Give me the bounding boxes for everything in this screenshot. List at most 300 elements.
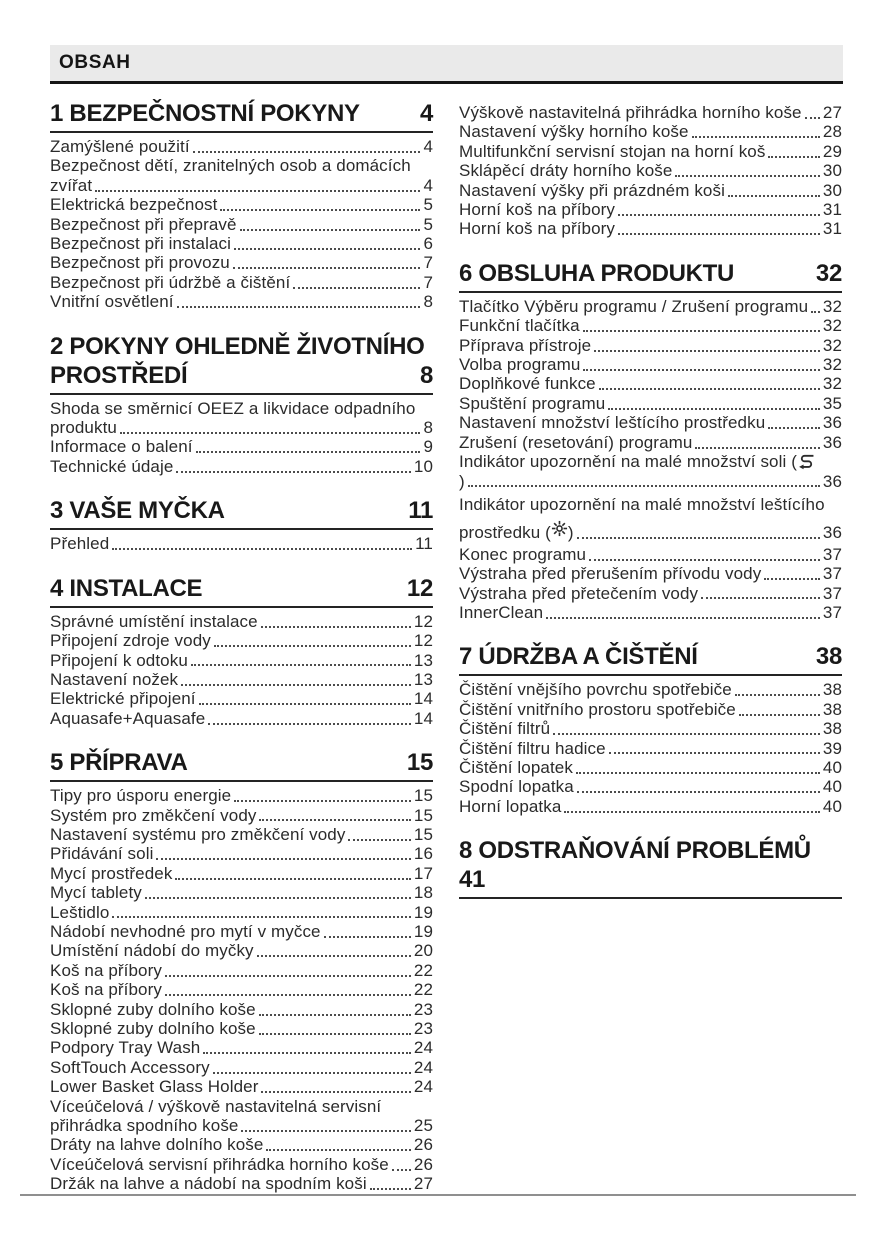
- section-heading-line: [50, 748, 433, 777]
- toc-entry-page-number: 26: [413, 1135, 433, 1155]
- toc-entry-line: [459, 603, 842, 622]
- toc-entry-text: Držák na lahve a nádobí na spodním koši: [50, 1174, 367, 1194]
- toc-entry-line: [459, 433, 842, 452]
- toc-entry-text: zvířat: [50, 175, 93, 195]
- section-title: 1 BEZPEČNOSTNÍ POKYNY: [50, 100, 360, 127]
- toc-entry: [459, 413, 842, 432]
- toc-entry-page-number: 32: [822, 296, 842, 316]
- toc-entry-text: Výškově nastavitelná přihrádka horního koše: [459, 103, 802, 122]
- toc-entry-text: Čištění lopatek: [459, 757, 573, 777]
- toc-entry: [459, 564, 842, 583]
- toc-entry-line: [50, 1000, 433, 1019]
- toc-entry-line: [50, 922, 433, 941]
- toc-entry-page-number: 4: [423, 175, 433, 195]
- section-title: PROSTŘEDÍ: [50, 361, 188, 389]
- toc-entry-page-number: 22: [413, 980, 433, 1000]
- toc-entry-text: Připojení zdroje vody: [50, 631, 211, 651]
- section-title: 3 VAŠE MYČKA: [50, 497, 225, 525]
- section-heading-line: [50, 361, 433, 390]
- toc-entry: [50, 1174, 433, 1193]
- section-heading: [459, 642, 842, 671]
- dot-leader: [196, 451, 421, 453]
- toc-section: [459, 836, 842, 899]
- toc-entry-text: Spodní lopatka: [459, 777, 574, 797]
- dot-leader: [392, 1169, 411, 1171]
- toc-entry-line: [459, 355, 842, 374]
- toc-entry: [50, 156, 433, 195]
- toc-entry-page-number: 12: [413, 611, 433, 631]
- dot-leader: [214, 645, 411, 647]
- toc-entry-line: [50, 961, 433, 980]
- toc-entry-page-number: 5: [423, 195, 433, 215]
- toc-entry-page-number: 37: [822, 583, 842, 603]
- dot-leader: [257, 955, 411, 957]
- toc-entry: [50, 1135, 433, 1154]
- toc-entry: [459, 142, 842, 161]
- toc-entry-text: Čištění vnějšího povrchu spotřebiče: [459, 680, 732, 700]
- toc-entry-text: Sklápěcí dráty horního koše: [459, 161, 673, 181]
- toc-entry-page-number: 13: [413, 650, 433, 670]
- section-title: 6 OBSLUHA PRODUKTU: [459, 259, 735, 287]
- toc-entry-text: Výstraha před přetečením vody: [459, 583, 699, 603]
- dot-leader: [259, 819, 410, 821]
- toc-entry-text: Podpory Tray Wash: [50, 1038, 201, 1058]
- toc-entry-text: Sklopné zuby dolního koše: [50, 1019, 256, 1038]
- toc-entry-line: [50, 689, 433, 708]
- toc-entry-text: Dráty na lahve dolního koše: [50, 1135, 264, 1155]
- toc-entry-text: Umístění nádobí do myčky: [50, 941, 254, 961]
- toc-entry-text: přihrádka spodního koše: [50, 1116, 239, 1136]
- toc-entry-text: Nastavení množství leštícího prostředku: [459, 413, 766, 433]
- toc-entry-line: [50, 176, 433, 195]
- toc-entry-text: Elektrické připojení: [50, 689, 196, 709]
- toc-entry: [459, 122, 842, 141]
- toc-entry-line: [459, 297, 842, 316]
- toc-entry-text: Sklopné zuby dolního koše: [50, 999, 256, 1019]
- toc-entry-page-number: 40: [822, 796, 842, 816]
- rinse-aid-low-indicator-icon: [551, 520, 568, 537]
- toc-entry-page-number: 32: [822, 355, 842, 375]
- toc-entry-page-number: 14: [413, 708, 433, 728]
- toc-entry-text: Zamýšlené použití: [50, 137, 190, 156]
- section-title: 8 ODSTRAŇOVÁNÍ PROBLÉMŮ: [459, 837, 811, 865]
- toc-entry: [459, 355, 842, 374]
- toc-entry-text: Bezpečnost dětí, zranitelných osob a domácích: [50, 156, 411, 176]
- dot-leader: [324, 936, 411, 938]
- toc-entry-line: [459, 739, 842, 758]
- toc-entry-line: [459, 374, 842, 393]
- toc-entry-page-number: 7: [423, 272, 433, 292]
- toc-entry-page-number: 15: [413, 805, 433, 825]
- toc-entry-text: Horní lopatka: [459, 796, 562, 816]
- section-title: 5 PŘÍPRAVA: [50, 749, 188, 777]
- section-heading: [50, 496, 433, 525]
- toc-entry-text: Multifunkční servisní stojan na horní koš: [459, 141, 766, 161]
- toc-entry-line: [459, 797, 842, 816]
- toc-entry-line: [50, 825, 433, 844]
- section-page-number: 11: [408, 497, 433, 525]
- dot-leader: [234, 248, 420, 250]
- dot-leader: [768, 427, 820, 429]
- section-page-number: 38: [815, 643, 842, 671]
- toc-entry-page-number: 17: [413, 863, 433, 883]
- section-page-number: 4: [419, 100, 433, 127]
- toc-entry-page-number: 16: [413, 844, 433, 864]
- section-heading: [459, 836, 842, 894]
- toc-entry-line: [50, 253, 433, 272]
- toc-entry-line: [50, 612, 433, 631]
- toc-entry-line: [50, 534, 433, 553]
- section-page-number: 15: [406, 749, 433, 777]
- toc-entry-line: [50, 651, 433, 670]
- dot-leader: [735, 694, 820, 696]
- dot-leader: [618, 233, 820, 235]
- toc-entry: [459, 161, 842, 180]
- toc-entry-page-number: 24: [413, 1038, 433, 1058]
- toc-entry-line: [50, 941, 433, 960]
- toc-entry-line: [50, 1116, 433, 1135]
- toc-entry: [459, 758, 842, 777]
- toc-entry: [459, 452, 842, 491]
- toc-entry: [50, 195, 433, 214]
- toc-entry-page-number: 28: [822, 122, 842, 142]
- toc-entry-page-number: 37: [822, 564, 842, 584]
- dot-leader: [695, 447, 819, 449]
- toc-entry-page-number: 24: [413, 1057, 433, 1077]
- toc-entry-line: [50, 195, 433, 214]
- toc-entry-text: Doplňkové funkce: [459, 374, 596, 394]
- toc-entry: [50, 980, 433, 999]
- dot-leader: [618, 214, 820, 216]
- toc-section: [50, 99, 433, 312]
- toc-entry: [459, 433, 842, 452]
- toc-entry-page-number: 30: [822, 180, 842, 200]
- toc-entry-text: InnerClean: [459, 602, 544, 622]
- section-page-number: 32: [815, 259, 842, 287]
- section-heading: [459, 259, 842, 288]
- toc-entry-text: Leštidlo: [50, 902, 110, 922]
- toc-entry-page-number: 22: [413, 960, 433, 980]
- toc-entry: [50, 922, 433, 941]
- toc-entry-text: Víceúčelová / výškově nastavitelná servisní: [50, 1096, 382, 1116]
- toc-entry-page-number: 15: [413, 786, 433, 806]
- toc-entry-line: [459, 545, 842, 564]
- toc-entry: [50, 292, 433, 311]
- toc-entry-line: [50, 883, 433, 902]
- toc-entry: [459, 316, 842, 335]
- toc-entry: [50, 864, 433, 883]
- toc-entry-line: [50, 1019, 433, 1038]
- toc-entry-text: Volba programu: [459, 355, 581, 375]
- toc-entry-page-number: 9: [423, 437, 433, 457]
- dot-leader: [240, 229, 421, 231]
- toc-entry: [459, 336, 842, 355]
- toc-entry: [459, 374, 842, 393]
- dot-leader: [175, 878, 410, 880]
- toc-entry-text: ): [459, 471, 465, 491]
- toc-entry-page-number: 11: [415, 534, 433, 554]
- toc-entry-line: [459, 564, 842, 583]
- toc-entry: [50, 1058, 433, 1077]
- dot-leader: [213, 1072, 411, 1074]
- section-heading-line: [459, 259, 842, 288]
- toc-entry-text: Informace o balení: [50, 437, 193, 457]
- toc-entry-text: Funkční tlačítka: [459, 316, 580, 336]
- toc-entry-line: [50, 670, 433, 689]
- toc-entry-line: [459, 472, 842, 491]
- section-heading-line: [459, 865, 842, 894]
- toc-column-left: [50, 99, 433, 1194]
- toc-entry-text: Horní koš na příbory: [459, 219, 616, 239]
- toc-entry-page-number: 39: [822, 738, 842, 758]
- dot-leader: [609, 752, 820, 754]
- dot-leader: [165, 975, 411, 977]
- dot-leader: [577, 791, 820, 793]
- toc-entry: [50, 844, 433, 863]
- toc-entry-page-number: 8: [423, 292, 433, 312]
- dot-leader: [112, 916, 410, 918]
- dot-leader: [112, 548, 412, 550]
- toc-entry-text: Lower Basket Glass Holder: [50, 1077, 259, 1097]
- section-heading: [50, 332, 433, 390]
- toc-entry-text: Tipy pro úsporu energie: [50, 786, 232, 806]
- toc-entry-page-number: 38: [822, 719, 842, 739]
- toc-entry-line: [459, 584, 842, 603]
- toc-entry: [50, 253, 433, 272]
- toc-entry-text: Bezpečnost při údržbě a čištění: [50, 272, 291, 292]
- toc-entry: [50, 883, 433, 902]
- toc-entry: [50, 234, 433, 253]
- toc-entry: [459, 181, 842, 200]
- toc-entry-page-number: 7: [423, 253, 433, 273]
- heading-rule: [459, 897, 842, 899]
- toc-entry-text: Mycí tablety: [50, 883, 142, 903]
- toc-entry-line: [50, 1174, 433, 1193]
- toc-section: [50, 574, 433, 728]
- toc-entry-text: Bezpečnost při přepravě: [50, 214, 237, 234]
- toc-entry-page-number: 6: [423, 234, 433, 254]
- dot-leader: [594, 350, 820, 352]
- dot-leader: [564, 811, 819, 813]
- toc-entry-page-number: 32: [822, 316, 842, 336]
- dot-leader: [181, 684, 411, 686]
- toc-entry-line: [50, 903, 433, 922]
- dot-leader: [599, 388, 820, 390]
- toc-column-right: [459, 99, 842, 1194]
- toc-entry: [50, 1000, 433, 1019]
- toc-entry-line: [459, 520, 842, 542]
- toc-entry-page-number: 14: [413, 689, 433, 709]
- toc-entry-text: Připojení k odtoku: [50, 650, 188, 670]
- heading-rule: [50, 131, 433, 133]
- toc-entry-line: [50, 1077, 433, 1096]
- toc-entry-line: [50, 1155, 433, 1174]
- toc-content: [50, 99, 842, 1194]
- toc-entry-text: Čištění filtrů: [459, 719, 551, 739]
- dot-leader: [576, 772, 820, 774]
- toc-entry-page-number: 8: [423, 418, 433, 438]
- toc-entry-text: Koš na příbory: [50, 980, 162, 1000]
- toc-entry-page-number: 13: [413, 669, 433, 689]
- toc-entry: [459, 584, 842, 603]
- toc-entry-page-number: 19: [413, 902, 433, 922]
- heading-rule: [50, 606, 433, 608]
- section-heading: [50, 748, 433, 777]
- section-title: 7 ÚDRŽBA A ČIŠTĚNÍ: [459, 643, 698, 671]
- toc-entry-page-number: 20: [413, 941, 433, 961]
- dot-leader: [261, 1091, 410, 1093]
- toc-entry-line: [50, 786, 433, 805]
- toc-entry: [50, 399, 433, 438]
- toc-entry: [50, 689, 433, 708]
- toc-entry: [50, 1077, 433, 1096]
- dot-leader: [261, 626, 411, 628]
- toc-section: [50, 332, 433, 477]
- toc-entry-line: [50, 980, 433, 999]
- toc-entry-page-number: 27: [413, 1174, 433, 1194]
- section-page-number: 12: [406, 574, 433, 602]
- toc-entry: [50, 806, 433, 825]
- section-heading-line: [50, 99, 433, 128]
- toc-entry-text: Nastavení nožek: [50, 669, 179, 689]
- dot-leader: [764, 578, 820, 580]
- toc-entry: [50, 457, 433, 476]
- toc-entry-text: Nastavení systému pro změkčení vody: [50, 824, 346, 844]
- toc-entry-page-number: 38: [822, 680, 842, 700]
- section-page-number: 8: [419, 361, 433, 389]
- dot-leader: [266, 1149, 410, 1151]
- toc-entry-text: Čištění vnitřního prostoru spotřebiče: [459, 699, 736, 719]
- dot-leader: [259, 1033, 411, 1035]
- dot-leader: [370, 1188, 411, 1190]
- toc-entry-text: Výstraha před přerušením přívodu vody: [459, 564, 762, 584]
- toc-entry-line: [459, 181, 842, 200]
- dot-leader: [728, 195, 820, 197]
- toc-entry-text: produktu: [50, 418, 117, 438]
- toc-entry-text: Nastavení výšky při prázdném koši: [459, 180, 725, 200]
- toc-entry: [459, 797, 842, 816]
- toc-entry: [50, 709, 433, 728]
- toc-entry-text: Systém pro změkčení vody: [50, 805, 257, 825]
- toc-entry-text: Přidávání soli: [50, 844, 154, 864]
- toc-entry-line: [50, 137, 433, 156]
- toc-entry-text: Vnitřní osvětlení: [50, 292, 174, 312]
- toc-entry-line: [50, 215, 433, 234]
- toc-entry: [50, 941, 433, 960]
- toc-entry-line: [50, 457, 433, 476]
- toc-entry-page-number: 40: [822, 757, 842, 777]
- toc-section: [459, 259, 842, 623]
- toc-entry: [50, 786, 433, 805]
- toc-section: [50, 748, 433, 1194]
- toc-entry-text: Mycí prostředek: [50, 863, 173, 883]
- toc-entry-page-number: 36: [822, 471, 842, 491]
- toc-entry-line: [459, 758, 842, 777]
- toc-entry-line: [50, 864, 433, 883]
- toc-entry-text: Indikátor upozornění na malé množství soli (: [459, 452, 842, 471]
- toc-entry-line: [50, 1135, 433, 1154]
- section-heading-line: [459, 836, 842, 865]
- toc-section: [50, 496, 433, 553]
- dot-leader: [293, 287, 420, 289]
- dot-leader: [701, 597, 820, 599]
- toc-entry-text: Konec programu: [459, 544, 587, 564]
- toc-entry: [50, 670, 433, 689]
- toc-entry-line: [50, 709, 433, 728]
- dot-leader: [577, 537, 820, 539]
- toc-entry-page-number: 36: [822, 413, 842, 433]
- toc-entry-line: [50, 806, 433, 825]
- toc-entry: [50, 631, 433, 650]
- toc-entry: [50, 1038, 433, 1057]
- dot-leader: [583, 369, 819, 371]
- dot-leader: [199, 703, 411, 705]
- section-title: 4 INSTALACE: [50, 574, 203, 602]
- toc-entry-line: [459, 316, 842, 335]
- toc-entry-text: Bezpečnost při instalaci: [50, 234, 231, 254]
- toc-entry: [50, 651, 433, 670]
- heading-rule: [50, 780, 433, 782]
- dot-leader: [145, 897, 411, 899]
- dot-leader: [608, 408, 820, 410]
- toc-entry: [50, 534, 433, 553]
- toc-entry-page-number: 5: [423, 214, 433, 234]
- toc-entry: [50, 1019, 433, 1038]
- dot-leader: [165, 994, 411, 996]
- toc-entry-text: Spuštění programu: [459, 393, 606, 413]
- toc-entry-page-number: 36: [822, 432, 842, 452]
- heading-rule: [50, 528, 433, 530]
- dot-leader: [241, 1130, 410, 1132]
- toc-entry-line: [459, 200, 842, 219]
- toc-entry: [459, 103, 842, 122]
- toc-entry: [50, 825, 433, 844]
- toc-entry-text: Čištění filtru hadice: [459, 738, 606, 758]
- dot-leader: [220, 209, 420, 211]
- toc-entry-page-number: 27: [822, 103, 842, 122]
- toc-entry-line: [50, 292, 433, 311]
- dot-leader: [193, 151, 421, 153]
- dot-leader: [805, 117, 820, 119]
- toc-entry-page-number: 36: [822, 523, 842, 543]
- toc-entry: [50, 437, 433, 456]
- toc-entry-text: Koš na příbory: [50, 960, 162, 980]
- toc-entry: [459, 680, 842, 699]
- dot-leader: [553, 733, 820, 735]
- toc-entry-text: Tlačítko Výběru programu / Zrušení programu: [459, 296, 809, 316]
- dot-leader: [348, 839, 410, 841]
- toc-entry-line: [50, 631, 433, 650]
- toc-entry-line: [50, 437, 433, 456]
- toc-entry-line: [50, 418, 433, 437]
- toc-entry-line: [459, 219, 842, 238]
- toc-entry: [459, 219, 842, 238]
- dot-leader: [156, 858, 410, 860]
- section-heading: [50, 99, 433, 128]
- toc-entry-text: Přehled: [50, 534, 110, 554]
- toc-entry-page-number: 26: [413, 1154, 433, 1174]
- toc-entry-page-number: 30: [822, 161, 842, 181]
- toc-section: [459, 642, 842, 816]
- section-heading-line: [50, 574, 433, 603]
- toc-entry-page-number: 38: [822, 699, 842, 719]
- toc-entry: [459, 603, 842, 622]
- toc-entry: [50, 273, 433, 292]
- toc-entry-text: Shoda se směrnicí OEEZ a likvidace odpadního: [50, 398, 416, 418]
- toc-entry: [459, 777, 842, 796]
- toc-entry-page-number: 32: [822, 374, 842, 394]
- toc-entry: [50, 1097, 433, 1136]
